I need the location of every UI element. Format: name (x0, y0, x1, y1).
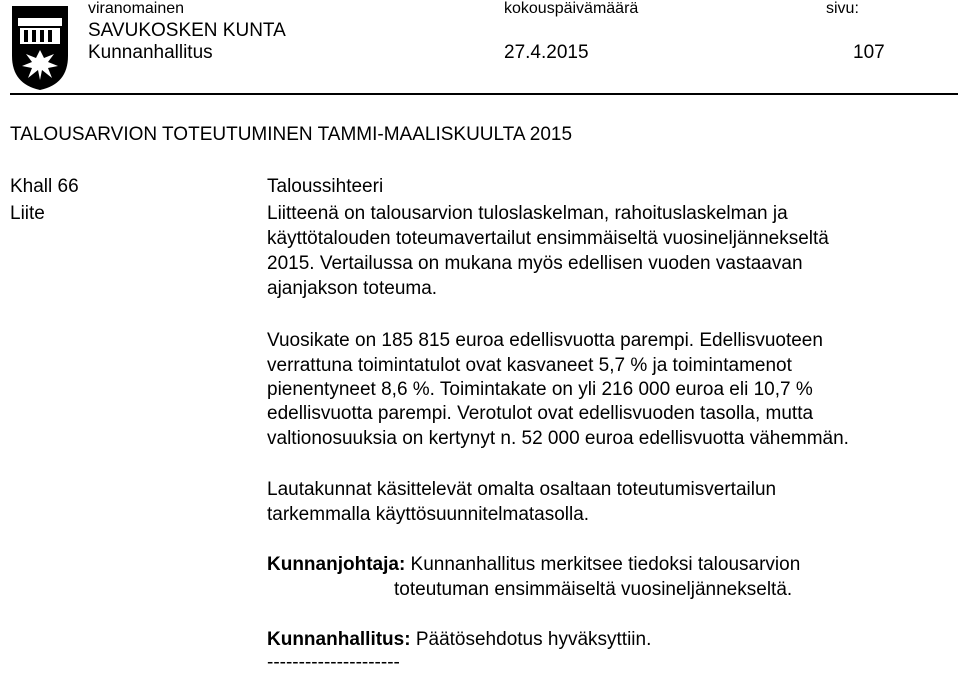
paragraph1-line: 2015. Vertailussa on mukana myös edellisen vuoden vastaavan (267, 253, 803, 274)
municipality-name: SAVUKOSKEN KUNTA (88, 20, 286, 41)
paragraph1-line: ajanjakson toteuma. (267, 278, 438, 299)
meeting-date: 27.4.2015 (504, 42, 589, 63)
header-label-page: sivu: (826, 0, 859, 17)
document-title: TALOUSARVION TOTEUTUMINEN TAMMI-MAALISKUULTA 2015 (10, 124, 573, 145)
decision-label: Kunnanhallitus: (267, 629, 411, 650)
header-label-date: kokouspäivämäärä (504, 0, 639, 17)
header-label-authority: viranomainen (88, 0, 185, 17)
paragraph3-line: Lautakunnat käsittelevät omalta osaltaan toteutumisvertailun (267, 479, 777, 500)
separator-line: --------------------- (267, 652, 400, 673)
coat-of-arms-logo (10, 4, 70, 92)
paragraph1-line: Liitteenä on talousarvion tuloslaskelman, rahoituslaskelman ja (267, 203, 788, 224)
proposal-label: Kunnanjohtaja: (267, 554, 406, 575)
page-number: 107 (853, 42, 885, 63)
authority-name: Kunnanhallitus (88, 42, 213, 63)
section-code: Khall 66 (10, 176, 79, 197)
proposal-text: Kunnanhallitus merkitsee tiedoksi talousarvion (405, 554, 801, 575)
decision-text: Päätösehdotus hyväksyttiin. (410, 629, 652, 650)
paragraph3-line: tarkemmalla käyttösuunnitelmatasolla. (267, 504, 590, 525)
proposal-line (267, 554, 800, 576)
paragraph2-line: pienentyneet 8,6 %. Toimintakate on yli 216 000 euroa eli 10,7 % (267, 379, 813, 400)
header-divider (10, 93, 958, 95)
proposal-continuation: toteutuman ensimmäiseltä vuosineljännekseltä. (394, 579, 793, 600)
decision-line (267, 629, 651, 651)
paragraph2-line: Vuosikate on 185 815 euroa edellisvuotta parempi. Edellisvuoteen (267, 330, 823, 351)
attachment-name: Taloussihteeri (267, 176, 384, 197)
attachment-label: Liite (10, 203, 45, 224)
paragraph2-line: edellisvuotta parempi. Verotulot ovat edellisvuoden tasolla, mutta (267, 403, 814, 424)
paragraph1-line: käyttötalouden toteumavertailut ensimmäiseltä vuosineljännekseltä (267, 228, 829, 249)
paragraph2-line: valtionosuuksia on kertynyt n. 52 000 euroa edellisvuotta vähemmän. (267, 428, 849, 449)
paragraph2-line: verrattuna toimintatulot ovat kasvaneet 5,7 % ja toimintamenot (267, 355, 792, 376)
